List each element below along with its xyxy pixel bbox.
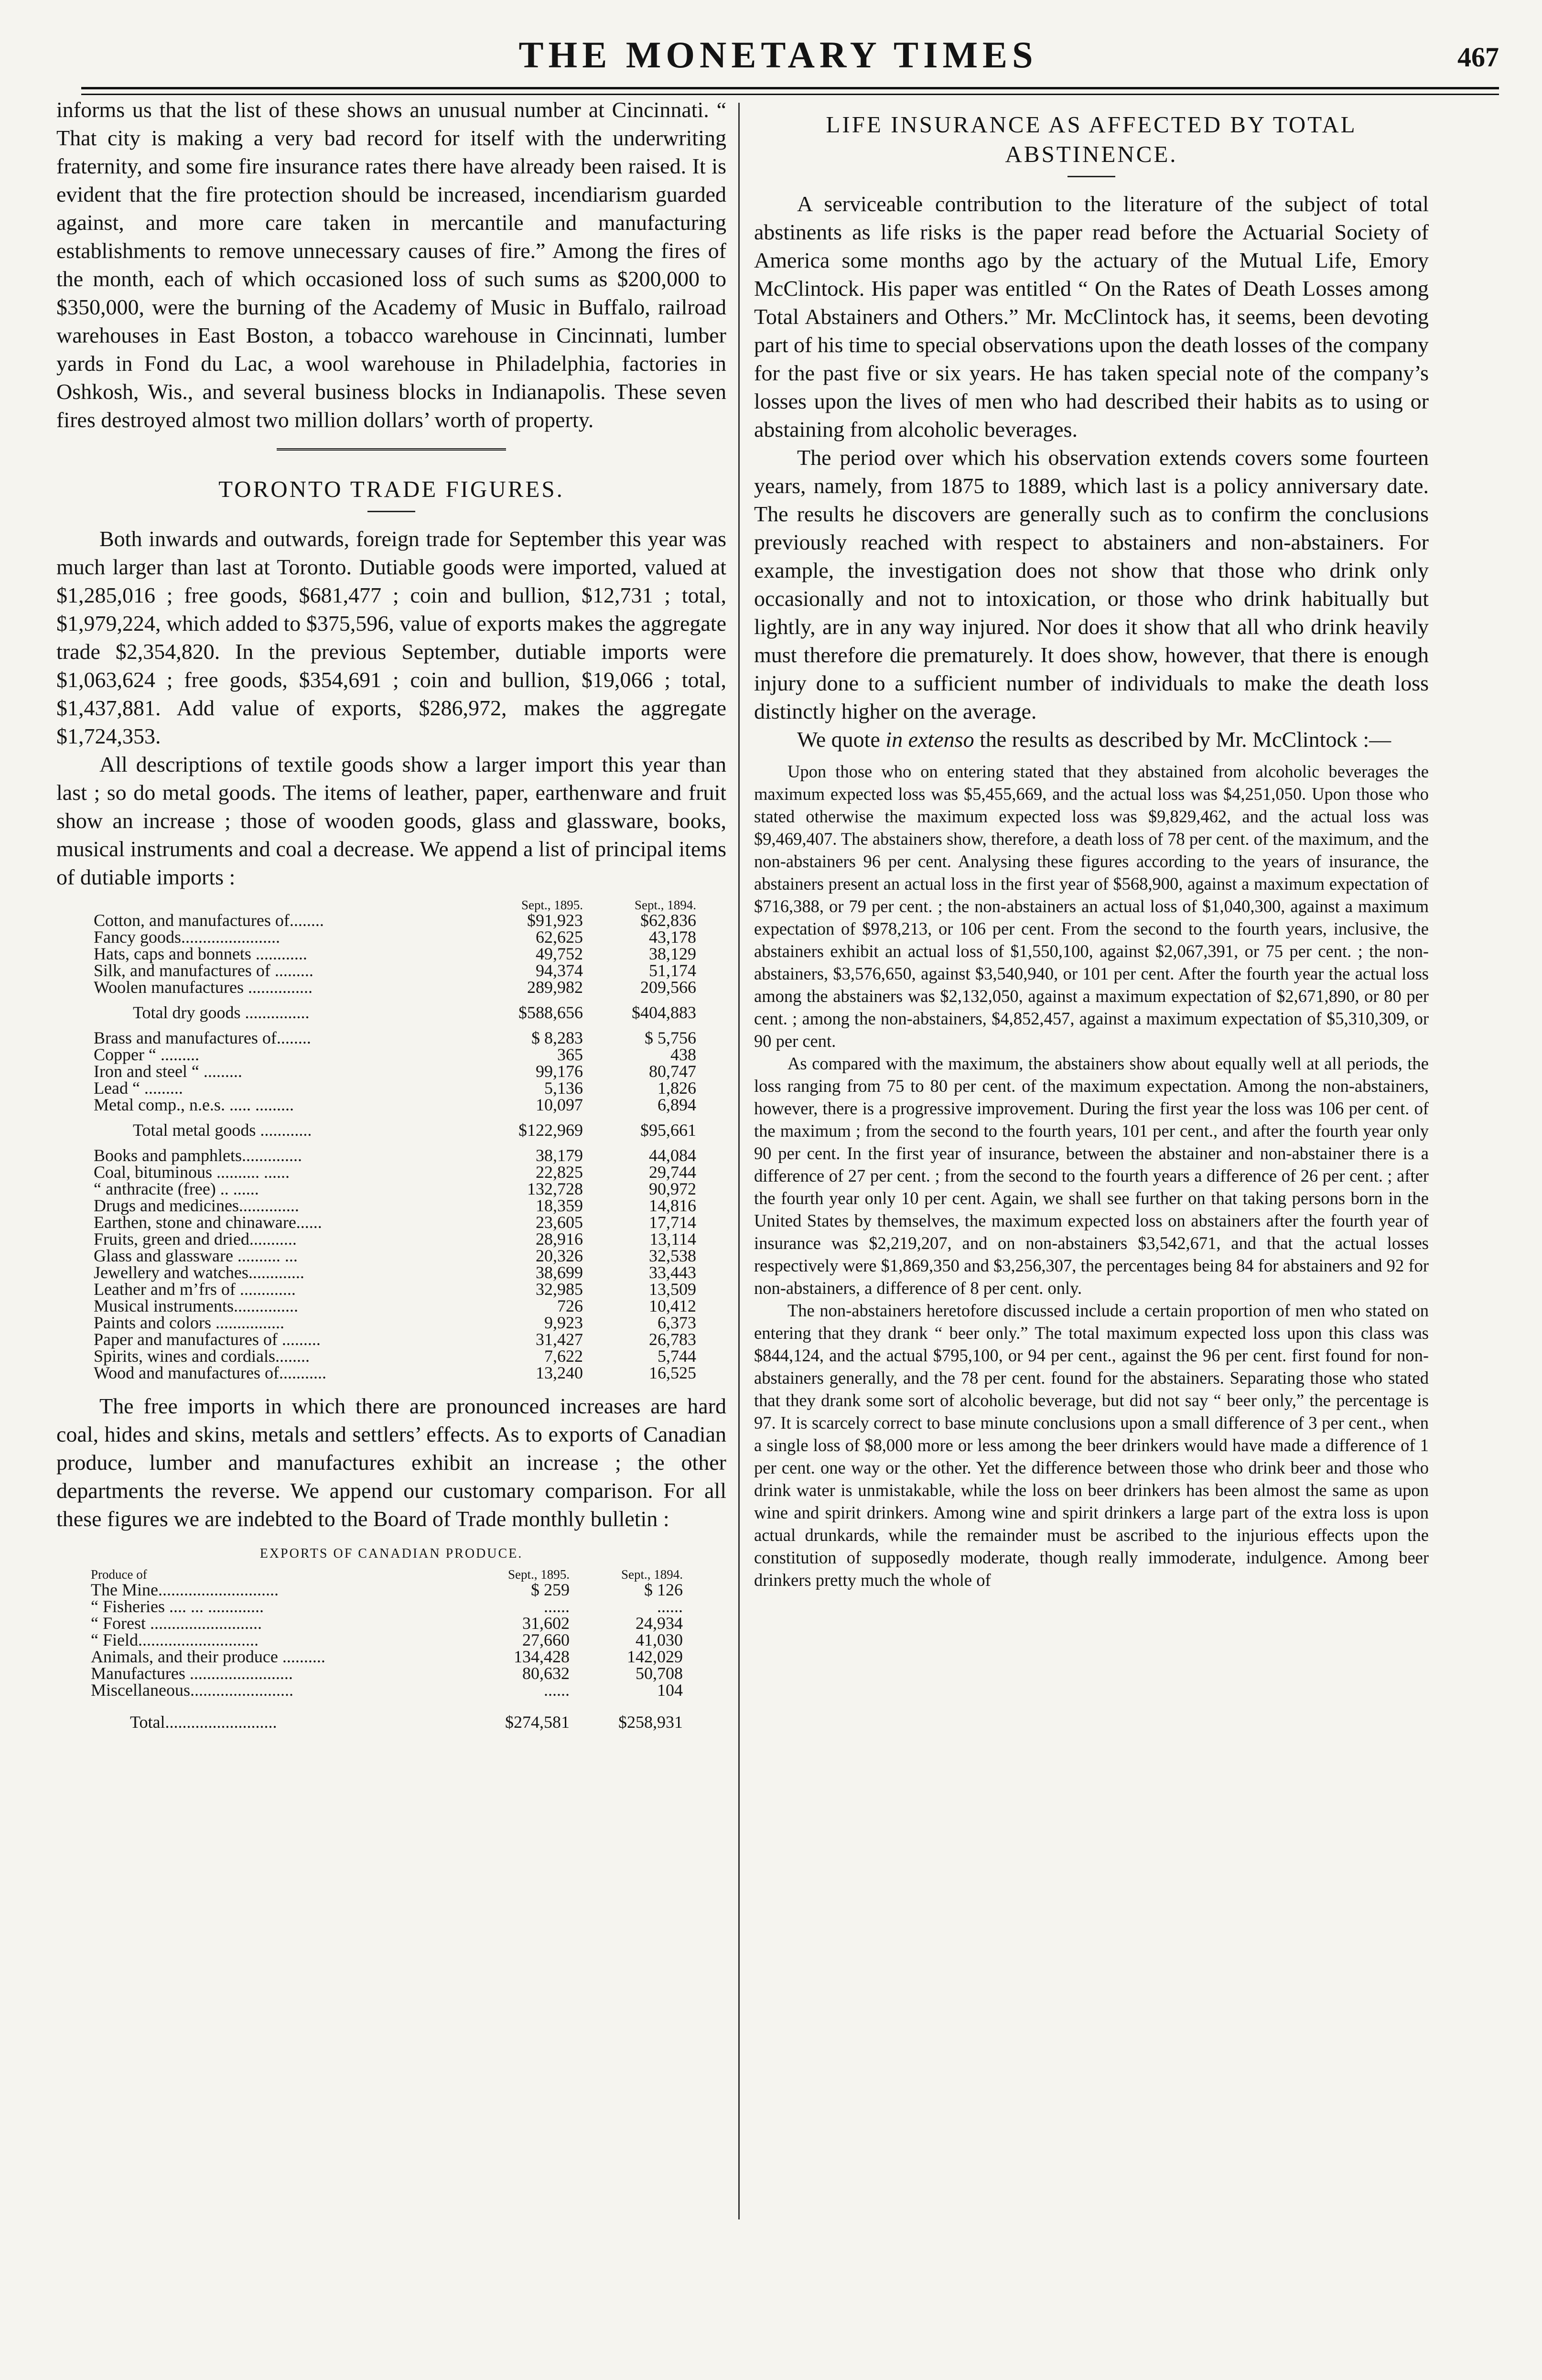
row-value: 289,982 <box>527 978 583 997</box>
row-value: 22,825 <box>536 1163 583 1182</box>
table-row <box>94 979 696 996</box>
row-label: Iron and steel “ ......... <box>94 1062 242 1081</box>
table-header-row <box>94 898 696 912</box>
row-value: 20,326 <box>536 1246 583 1265</box>
row-value: 726 <box>557 1296 583 1315</box>
table-row <box>94 1314 696 1331</box>
row-label: Animals, and their produce .......... <box>91 1647 325 1666</box>
publication-title: THE MONETARY TIMES <box>518 34 1038 75</box>
row-value: 23,605 <box>536 1213 583 1232</box>
row-value: 32,538 <box>649 1246 696 1265</box>
row-value: 31,427 <box>536 1330 583 1349</box>
table-row <box>94 1214 696 1231</box>
column-header: Sept., 1895. <box>507 1567 570 1582</box>
row-value: 134,428 <box>514 1647 570 1666</box>
row-label: Fruits, green and dried........... <box>94 1229 297 1249</box>
row-label: Copper “ ......... <box>94 1045 199 1064</box>
row-label: Wood and manufactures of........... <box>94 1363 326 1382</box>
table-row <box>91 1615 683 1632</box>
row-value: $ 5,756 <box>645 1028 696 1047</box>
table-row <box>94 1264 696 1281</box>
row-value: 13,114 <box>649 1229 696 1249</box>
table-row <box>94 1181 696 1197</box>
row-value: 209,566 <box>640 978 696 997</box>
toronto-paragraph-1: Both inwards and outwards, foreign trade for September this year was much larger than last at Toronto. Dutiable goods were imported, valued at $1,285,016 ; free goods, $681,477 ; coin and bullion, $12,731 ; total, $1,979,224, which added to $375,596, value of exports makes the aggregate trade $2,354,820. In the previous September, dutiable imports were $1,063,624 ; free goods, $354,691 ; coin and bullion, $19,066 ; total, $1,437,881. Add value of exports, $286,972, makes the aggregate $1,724,353. <box>56 527 726 748</box>
row-value: 13,240 <box>536 1363 583 1382</box>
running-head <box>57 29 1499 86</box>
row-value: 13,509 <box>649 1280 696 1299</box>
row-value: 26,783 <box>649 1330 696 1349</box>
row-value: 10,412 <box>649 1296 696 1315</box>
table-row <box>91 1682 683 1699</box>
row-value: 10,097 <box>536 1095 583 1114</box>
left-column <box>56 96 726 1739</box>
row-label: Paper and manufactures of ......... <box>94 1330 321 1349</box>
article-paragraph-1: A serviceable contribution to the literature of the subject of total abstinents as life risks is the paper read before the Actuarial Society of America some months ago by the actuary of the Mutual Life, Emory McClintock. His paper was entitled “ On the Rates of Death Losses among Total Abstainers and Others.” Mr. McClintock has, it seems, been devoting part of his time to special observations upon the death losses of the company for the past five or six years. He has taken special note of the company’s losses upon the lives of men who had described their habits as to using or abstaining from alcoholic beverages. <box>754 192 1429 442</box>
column-header: Sept., 1894. <box>634 898 696 912</box>
row-value: 50,708 <box>636 1664 683 1683</box>
toronto-paragraph-3: The free imports in which there are pronounced increases are hard coal, hides and skins, metals and settlers’ effects. As to exports of Canadian produce, lumber and manufactures exhibit an increase ; the other departments the reverse. We append our customary comparison. For all these figures we are indebted to the Board of Trade monthly bulletin : <box>56 1394 726 1531</box>
row-value: 32,985 <box>536 1280 583 1299</box>
row-label: Silk, and manufactures of ......... <box>94 961 313 980</box>
table-row <box>94 1097 696 1113</box>
row-label: Total.......................... <box>130 1712 277 1732</box>
exports-table-caption: EXPORTS OF CANADIAN PRODUCE. <box>259 1546 523 1561</box>
table-row <box>94 1080 696 1097</box>
row-value: 5,744 <box>658 1346 696 1366</box>
quoted-paragraph-2: As compared with the maximum, the abstainers show about equally well at all periods, the loss ranging from 75 to 80 per cent. of the maximum expectation. Among the non-abstainers, however, there is a progressive improvement. During the first year the loss was 106 per cent. of the maximum ; from the second to the fourth years, 101 per cent., and after the fourth year only 90 per cent. In the first year of insurance, between the abstainer and non-abstainer there is a difference of 27 per cent. ; from the second to the fourth years a difference of 26 per cent. ; after the fourth year only 10 per cent. Again, we shall see further on that taking persons born in the United States by themselves, the maximum expected loss on abstainers after the fourth year of insurance was $2,219,207, and on non-abstainers $3,542,671, and that the actual losses respectively were $1,869,350 and $3,256,307, the percentages being 84 for abstainers and 92 for non-abstainers, a difference of 8 per cent. only. <box>754 1054 1429 1298</box>
row-value: 6,894 <box>658 1095 696 1114</box>
table-row <box>91 1632 683 1648</box>
table-total-row <box>94 996 696 1030</box>
row-value: 43,178 <box>649 927 696 947</box>
row-label: Total metal goods ............ <box>133 1120 312 1140</box>
toronto-trade-heading: TORONTO TRADE FIGURES. <box>218 476 564 502</box>
table-row <box>91 1665 683 1682</box>
row-value: $95,661 <box>640 1120 696 1140</box>
row-value: 7,622 <box>544 1346 583 1366</box>
row-value: ...... <box>544 1680 570 1700</box>
row-label: Fancy goods....................... <box>94 927 280 947</box>
text-span: We quote <box>797 727 886 752</box>
row-value: $274,581 <box>505 1712 570 1732</box>
row-label: Miscellaneous........................ <box>91 1680 293 1700</box>
row-label: Jewellery and watches............. <box>94 1263 304 1282</box>
row-value: 80,632 <box>522 1664 570 1683</box>
table-row <box>91 1582 683 1598</box>
table-row <box>94 1063 696 1080</box>
table-row <box>94 1046 696 1063</box>
header-rule-thin <box>81 94 1499 95</box>
row-value: 1,826 <box>658 1078 696 1098</box>
table-row <box>94 1348 696 1365</box>
row-value: 5,136 <box>544 1078 583 1098</box>
table-row <box>91 1648 683 1665</box>
row-value: 80,747 <box>649 1062 696 1081</box>
row-value: $258,931 <box>618 1712 683 1732</box>
table-row <box>94 946 696 962</box>
dutiable-imports-table <box>94 898 696 1381</box>
row-value: 16,525 <box>649 1363 696 1382</box>
article-paragraph-3 <box>754 725 1429 754</box>
row-value: $ 126 <box>644 1580 683 1599</box>
table-header-row <box>91 1567 683 1582</box>
section-separator <box>277 448 506 454</box>
exports-table <box>91 1567 683 1739</box>
quoted-paragraph-1: Upon those who on entering stated that they abstained from alcoholic beverages the maximum expected loss was $5,455,669, and the actual loss was $4,251,050. Upon those who stated otherwise the maximum expected loss was $9,829,462, and the actual loss was $9,469,407. The abstainers show, therefore, a death loss of 78 per cent. of the maximum, and the non-abstainers 96 per cent. Analysing these figures according to the years of insurance, the abstainers present an actual loss in the first year of $568,900, against a maximum expectation of $716,388, or 79 per cent. ; the non-abstainers an actual loss of $1,040,300, against a maximum expectation of $978,213, or 106 per cent. From the second to the fourth years, inclusive, the abstainers exhibit an actual loss of $1,550,100, against $2,067,391, or 75 per cent. ; the non-abstainers, $3,576,650, against $3,540,940, or 101 per cent. After the fourth year the actual loss among the abstainers was $2,132,050, against a maximum expectation of $2,671,890, or 80 per cent. ; among the non-abstainers, $4,852,457, against a maximum expectation of $5,310,309, or 90 per cent. <box>754 762 1429 1051</box>
row-value: 17,714 <box>649 1213 696 1232</box>
row-value: 41,030 <box>636 1630 683 1649</box>
row-label: Hats, caps and bonnets ............ <box>94 944 307 963</box>
table-row <box>94 962 696 979</box>
row-value: 29,744 <box>649 1163 696 1182</box>
table-total-row <box>91 1699 683 1739</box>
row-value: 33,443 <box>649 1263 696 1282</box>
row-value: 9,923 <box>544 1313 583 1332</box>
italic-phrase: in extenso <box>885 727 974 752</box>
row-value: 438 <box>670 1045 696 1064</box>
column-header: Sept., 1894. <box>621 1567 683 1582</box>
article-paragraph-2: The period over which his observation extends covers some fourteen years, namely, from 1875 to 1889, which last is a policy anniversary date. The results he discovers are generally such as to confirm the conclusions previously reached with respect to abstainers and non-abstainers. For example, the investigation does not show that those who drink only occasionally and not to intoxication, or those who drink habitually but lightly, are in any way injured. Nor does it show that all who drink heavily must therefore die prematurely. It does show, however, that there is enough injury done to a sufficient number of individuals to make the death loss distinctly higher on the average. <box>754 445 1429 723</box>
row-value: $91,923 <box>527 911 583 930</box>
table-row <box>94 1030 696 1046</box>
table-row <box>94 1298 696 1314</box>
row-value: 94,374 <box>536 961 583 980</box>
table-row <box>94 1197 696 1214</box>
row-value: 365 <box>557 1045 583 1064</box>
fire-report-paragraph: informs us that the list of these shows an unusual number at Cincinnati. “ That city is making a very bad record for itself with the underwriting fraternity, and some fire insurance rates there have already been raised. It is evident that the fire protection should be increased, incendiarism guarded against, and more care taken in mercantile and manufacturing establishments to remove unnecessary causes of fire.” Among the fires of the month, each of which occasioned loss of such sums as $200,000 to $350,000, were the burning of the Academy of Music in Buffalo, railroad warehouses in East Boston, a tobacco warehouse in Cincinnati, lumber yards in Fond du Lac, a wool warehouse in Philadelphia, factories in Oshkosh, Wis., and several business blocks in Indianapolis. These seven fires destroyed almost two million dollars’ worth of property. <box>56 97 726 432</box>
row-value: 44,084 <box>649 1146 696 1165</box>
row-value: 51,174 <box>649 961 696 980</box>
row-label: Total dry goods ............... <box>133 1003 310 1022</box>
table-row <box>94 1281 696 1298</box>
row-label: Musical instruments............... <box>94 1296 298 1315</box>
row-label: “ anthracite (free) .. ...... <box>94 1179 259 1198</box>
row-label: Manufactures ........................ <box>91 1664 293 1683</box>
row-value: 24,934 <box>636 1614 683 1633</box>
heading-rule <box>367 511 415 512</box>
row-label: Paints and colors ................ <box>94 1313 284 1332</box>
header-rule <box>81 87 1499 89</box>
row-value: ...... <box>657 1597 683 1616</box>
row-label: Drugs and medicines.............. <box>94 1196 299 1215</box>
column-divider <box>738 103 740 2219</box>
row-value: 38,699 <box>536 1263 583 1282</box>
row-value: $588,656 <box>518 1003 583 1022</box>
table-row <box>94 1164 696 1181</box>
row-value: 132,728 <box>527 1179 583 1198</box>
row-value: 49,752 <box>536 944 583 963</box>
toronto-paragraph-2: All descriptions of textile goods show a larger import this year than last ; so do metal goods. The items of leather, paper, earthenware and fruit show an increase ; those of wooden goods, glass and glassware, books, musical instruments and coal a decrease. We append a list of principal items of dutiable imports : <box>56 752 726 889</box>
row-label: “ Field............................ <box>91 1630 259 1649</box>
row-value: 6,373 <box>658 1313 696 1332</box>
text-span: the results as described by Mr. McClintock :— <box>974 727 1391 752</box>
row-label: Leather and m’frs of ............. <box>94 1280 296 1299</box>
row-label: Spirits, wines and cordials........ <box>94 1346 310 1366</box>
row-value: $62,836 <box>640 911 696 930</box>
row-label: The Mine............................ <box>91 1580 279 1599</box>
row-value: 14,816 <box>649 1196 696 1215</box>
row-label: Brass and manufactures of........ <box>94 1028 311 1047</box>
row-value: $ 8,283 <box>531 1028 583 1047</box>
right-column <box>754 96 1429 1591</box>
life-insurance-heading: LIFE INSURANCE AS AFFECTED BY TOTAL ABSTINENCE. <box>826 111 1357 167</box>
row-label: Books and pamphlets.............. <box>94 1146 302 1165</box>
quoted-paragraph-3: The non-abstainers heretofore discussed include a certain proportion of men who stated on entering that they drank “ beer only.” The total maximum expected loss upon this class was $844,124, and the actual $795,100, or 94 per cent., against the 96 per cent. first found for non-abstainers generally, and the 78 per cent. found for the abstainers. Separating those who stated that they drank some sort of alcoholic beverage, but did not say “ beer only,” the percentage is 97. It is scarcely correct to base minute conclusions upon a small difference of 3 per cent., when a single loss of $8,000 more or less among the beer drinkers would have made a difference of 1 per cent. one way or the other. Yet the difference between those who drink beer and those who drink water is unmistakable, while the loss on beer drinkers has been almost the same as upon wine and spirit drinkers. Among wine and spirit drinkers a large part of the extra loss is upon actual drunkards, while the remainder must be ascribed to the injurious effects upon the constitution of supposedly moderate, though really immoderate, indulgence. Among beer drinkers pretty much the whole of <box>754 1301 1429 1590</box>
row-value: ...... <box>544 1597 570 1616</box>
table-row <box>94 1231 696 1248</box>
row-value: $ 259 <box>531 1580 570 1599</box>
column-header: Sept., 1895. <box>521 898 583 912</box>
row-value: 142,029 <box>627 1647 683 1666</box>
row-value: 104 <box>657 1680 683 1700</box>
table-row <box>94 929 696 946</box>
table-row <box>94 912 696 929</box>
page-number: 467 <box>1457 42 1499 73</box>
row-label: Coal, bituminous .......... ...... <box>94 1163 290 1182</box>
row-label: Lead “ ......... <box>94 1078 183 1098</box>
row-value: 28,916 <box>536 1229 583 1249</box>
row-value: 90,972 <box>649 1179 696 1198</box>
row-label: Metal comp., n.e.s. ..... ......... <box>94 1095 294 1114</box>
row-value: $404,883 <box>632 1003 696 1022</box>
table-row <box>94 1248 696 1264</box>
table-row <box>94 1147 696 1164</box>
row-label: Woolen manufactures ............... <box>94 978 313 997</box>
row-value: 18,359 <box>536 1196 583 1215</box>
row-value: 31,602 <box>522 1614 570 1633</box>
produce-of-label: Produce of <box>91 1567 147 1582</box>
row-value: 38,179 <box>536 1146 583 1165</box>
row-value: 62,625 <box>536 927 583 947</box>
table-row <box>94 1331 696 1348</box>
table-row <box>91 1598 683 1615</box>
heading-rule <box>1068 176 1115 177</box>
row-label: “ Forest .......................... <box>91 1614 262 1633</box>
table-row <box>94 1365 696 1381</box>
row-label: Cotton, and manufactures of........ <box>94 911 324 930</box>
row-value: $122,969 <box>518 1120 583 1140</box>
row-value: 27,660 <box>522 1630 570 1649</box>
row-label: Earthen, stone and chinaware...... <box>94 1213 322 1232</box>
table-total-row <box>94 1113 696 1147</box>
row-value: 38,129 <box>649 944 696 963</box>
row-label: Glass and glassware .......... ... <box>94 1246 298 1265</box>
row-label: “ Fisheries .... ... ............. <box>91 1597 264 1616</box>
row-value: 99,176 <box>536 1062 583 1081</box>
